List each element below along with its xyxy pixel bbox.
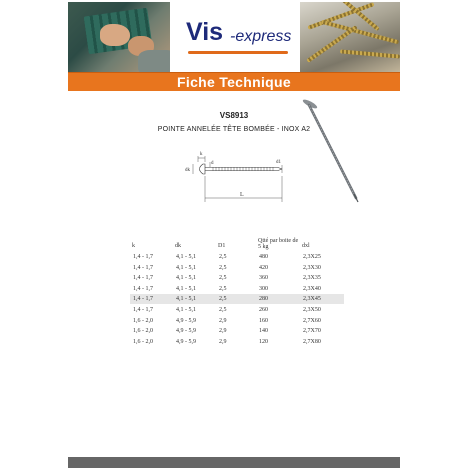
table-cell-dxl: 2,7X60 bbox=[303, 317, 321, 324]
nail-photo bbox=[296, 98, 366, 208]
table-cell-qty: 280 bbox=[259, 296, 268, 303]
table-cell-k: 1,6 - 2,0 bbox=[133, 338, 153, 345]
table-cell-qty: 160 bbox=[259, 317, 268, 324]
table-cell-d1: 2,5 bbox=[219, 285, 227, 292]
table-cell-d1: 2,9 bbox=[219, 317, 227, 324]
col-header-k: k bbox=[132, 243, 135, 249]
table-cell-k: 1,4 - 1,7 bbox=[133, 307, 153, 313]
label-k: k bbox=[200, 152, 203, 157]
product-description: POINTE ANNELÉE TÊTE BOMBÉE - INOX A2 bbox=[157, 126, 311, 133]
brand-logo bbox=[170, 2, 300, 72]
table-cell-dk: 4,1 - 5,1 bbox=[176, 254, 196, 260]
hand-image bbox=[100, 24, 130, 46]
table-cell-k: 1,6 - 2,0 bbox=[133, 317, 153, 324]
table-cell-dk: 4,1 - 5,1 bbox=[176, 296, 196, 303]
table-cell-d1: 2,5 bbox=[219, 264, 227, 271]
table-cell-dk: 4,1 - 5,1 bbox=[176, 275, 196, 282]
ring-annulations bbox=[213, 167, 273, 171]
col-header-dxl: dxl bbox=[302, 243, 310, 249]
datasheet-page bbox=[68, 0, 400, 470]
table-cell-qty: 260 bbox=[259, 307, 268, 313]
table-cell-d1: 2,5 bbox=[219, 296, 227, 303]
table-cell-dxl: 2,3X45 bbox=[303, 296, 321, 303]
nail-head-shape bbox=[200, 164, 206, 174]
table-cell-dk: 4,1 - 5,1 bbox=[176, 264, 196, 271]
table-cell-k: 1,6 - 2,0 bbox=[133, 328, 153, 335]
table-cell-dxl: 2,3X40 bbox=[303, 285, 321, 292]
table-cell-k: 1,4 - 1,7 bbox=[133, 285, 153, 292]
header-photo-hands-circuit-board bbox=[68, 2, 170, 72]
brand-logo-sub: -express bbox=[230, 28, 292, 45]
logo-swoosh bbox=[188, 51, 288, 54]
table-cell-d1: 2,5 bbox=[219, 254, 227, 260]
col-header-qty bbox=[258, 238, 298, 250]
table-cell-qty: 120 bbox=[259, 338, 268, 345]
table-cell-d1: 2,5 bbox=[219, 307, 227, 313]
table-cell-dxl: 2,3X30 bbox=[303, 264, 321, 271]
col-header-qty-line1: Qtté par boite de bbox=[258, 238, 299, 244]
table-cell-qty: 360 bbox=[259, 275, 268, 282]
table-cell-dxl: 2,7X80 bbox=[303, 338, 321, 345]
table-cell-dxl: 2,7X70 bbox=[303, 328, 321, 335]
table-cell-dk: 4,9 - 5,9 bbox=[176, 317, 196, 324]
table-cell-dxl: 2,3X50 bbox=[303, 307, 321, 313]
label-d: d bbox=[211, 161, 214, 166]
screw-image bbox=[306, 25, 357, 63]
table-cell-qty: 300 bbox=[259, 285, 268, 292]
table-cell-dk: 4,9 - 5,9 bbox=[176, 338, 196, 345]
table-cell-dk: 4,1 - 5,1 bbox=[176, 285, 196, 292]
table-cell-dxl: 2,3X35 bbox=[303, 275, 321, 282]
table-cell-k: 1,4 - 1,7 bbox=[133, 275, 153, 282]
label-d1: d1 bbox=[276, 160, 281, 165]
banner-title: Fiche Technique bbox=[177, 74, 291, 90]
col-header-qty-line2: 5 kg bbox=[258, 244, 269, 250]
table-cell-dk: 4,9 - 5,9 bbox=[176, 328, 196, 335]
page-footer-bar bbox=[68, 457, 400, 468]
fiche-technique-banner bbox=[68, 72, 400, 91]
screw-image bbox=[340, 49, 400, 58]
table-cell-d1: 2,5 bbox=[219, 275, 227, 282]
header-photo-screws bbox=[300, 2, 400, 72]
product-reference: VS8913 bbox=[219, 111, 249, 120]
label-L: L bbox=[240, 192, 244, 198]
sleeve-image bbox=[138, 50, 170, 72]
table-cell-k: 1,4 - 1,7 bbox=[133, 254, 153, 260]
table-cell-qty: 480 bbox=[259, 254, 268, 260]
col-header-dk: dk bbox=[175, 243, 181, 249]
table-cell-dxl: 2,3X25 bbox=[303, 254, 321, 260]
table-cell-k: 1,4 - 1,7 bbox=[133, 264, 153, 271]
label-dk: dk bbox=[185, 168, 190, 173]
table-cell-d1: 2,9 bbox=[219, 338, 227, 345]
col-header-d1: D1 bbox=[218, 243, 226, 249]
table-cell-d1: 2,9 bbox=[219, 328, 227, 335]
table-cell-dk: 4,1 - 5,1 bbox=[176, 307, 196, 313]
table-cell-qty: 140 bbox=[259, 328, 268, 335]
table-cell-qty: 420 bbox=[259, 264, 268, 271]
brand-logo-main: Vis bbox=[186, 18, 224, 46]
table-cell-k: 1,4 - 1,7 bbox=[133, 296, 153, 303]
nail-dimension-diagram bbox=[183, 150, 293, 210]
